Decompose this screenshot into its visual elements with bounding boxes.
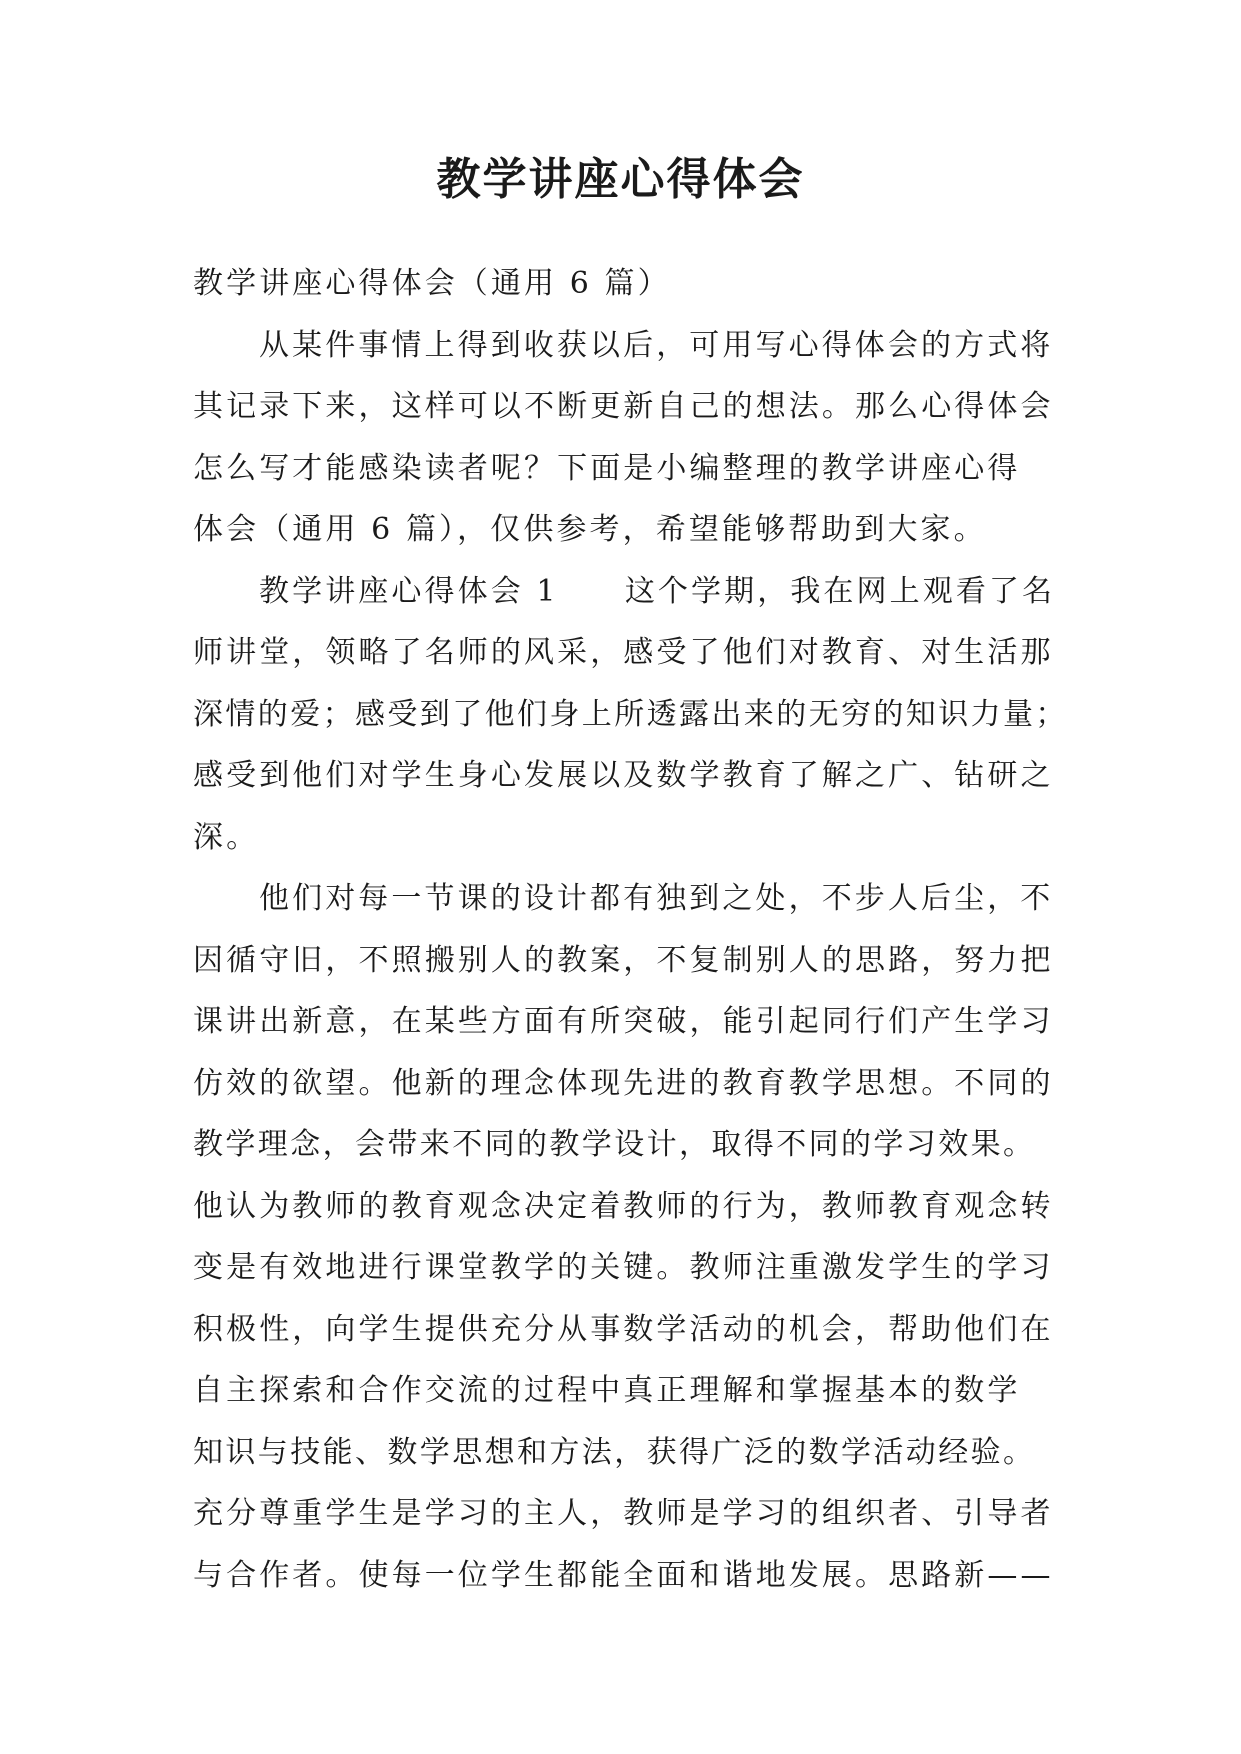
document-title: 教学讲座心得体会: [436, 154, 805, 205]
paragraph-line: 课讲出新意，在某些方面有所突破，能引起同行们产生学习: [193, 1004, 1054, 1039]
document-body: [193, 253, 1068, 1606]
paragraph-line: 师讲堂，领略了名师的风采，感受了他们对教育、对生活那: [193, 635, 1054, 670]
paragraph-line: 他们对每一节课的设计都有独到之处，不步人后尘，不: [259, 881, 1054, 916]
paragraph-line: 充分尊重学生是学习的主人，教师是学习的组织者、引导者: [193, 1496, 1054, 1531]
paragraph-line: 积极性，向学生提供充分从事数学活动的机会，帮助他们在: [193, 1311, 1054, 1347]
paragraph-line: 知识与技能、数学思想和方法，获得广泛的数学活动经验。: [193, 1434, 1036, 1470]
paragraph-line: 因循守旧，不照搬别人的教案，不复制别人的思路，努力把: [193, 942, 1054, 978]
paragraph-line: 感受到他们对学生身心发展以及数学教育了解之广、钻研之: [193, 758, 1054, 793]
paragraph-line: 怎么写才能感染读者呢？下面是小编整理的教学讲座心得: [193, 450, 1021, 486]
paragraph-line: 与合作者。使每一位学生都能全面和谐地发展。思路新——: [193, 1557, 1054, 1593]
subtitle-line: 教学讲座心得体会（通用 6 篇）: [193, 266, 671, 301]
paragraph-line: 教学讲座心得体会 1 这个学期，我在网上观看了名: [259, 573, 1056, 609]
paragraph-line: 教学理念，会带来不同的教学设计，取得不同的学习效果。: [193, 1127, 1036, 1162]
paragraph-line: 其记录下来，这样可以不断更新自己的想法。那么心得体会: [193, 389, 1054, 424]
paragraph-line: 仿效的欲望。他新的理念体现先进的教育教学思想。不同的: [193, 1065, 1054, 1101]
paragraph-line: 深。: [193, 819, 260, 855]
paragraph-line: 自主探索和合作交流的过程中真正理解和掌握基本的数学: [193, 1373, 1021, 1408]
paragraph-line: 从某件事情上得到收获以后，可用写心得体会的方式将: [259, 327, 1054, 363]
paragraph-line: 深情的爱；感受到了他们身上所透露出来的无穷的知识力量；: [193, 696, 1068, 732]
paragraph-line: 体会（通用 6 篇），仅供参考，希望能够帮助到大家。: [193, 512, 987, 547]
paragraph-line: 变是有效地进行课堂教学的关键。教师注重激发学生的学习: [193, 1250, 1054, 1285]
paragraph-line: 他认为教师的教育观念决定着教师的行为，教师教育观念转: [193, 1188, 1054, 1224]
